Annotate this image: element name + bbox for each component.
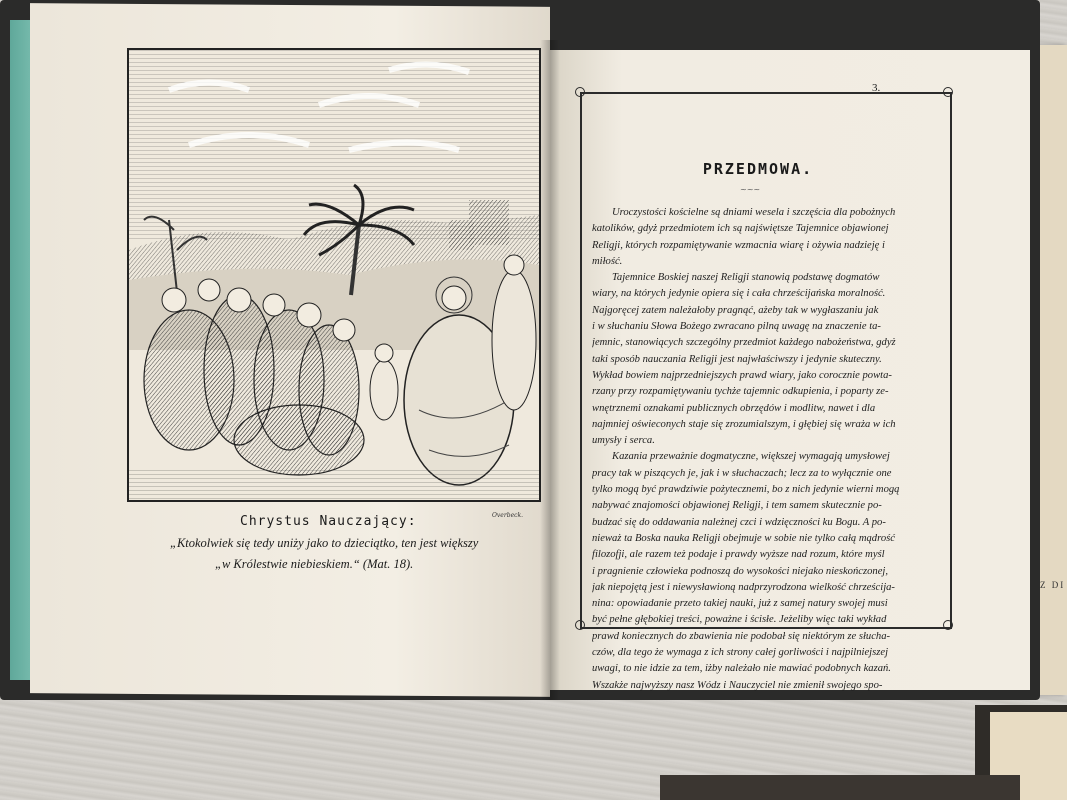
text-line: rzany przy rozpamiętywaniu tychże tajemnic odkupienia, i poparty ze- [592, 386, 889, 398]
text-line: i pragnienie człowieka podnoszą do wysokości niejako nieskończonej, [592, 565, 888, 577]
text-line: taki sposób nauczania Religji jest najwłaściwszy i jedynie skuteczny. [592, 353, 882, 365]
frame-corner-ornament [575, 620, 585, 630]
text-line: Kazania przeważnie dogmatyczne, większej wymagają umysłowej [612, 451, 890, 463]
text-line: jemnic, stanowiących szczególny przedmiot każdego nabożeństwa, gdyż [592, 337, 896, 349]
text-line: tylko mogą być prawdziwie pożytecznemi, bo z nich jedynie wierni mogą [592, 484, 900, 496]
text-line: i w słuchaniu Słowa Bożego zwracano pilną uwagę na znaczenie ta- [592, 321, 881, 333]
text-line: Wszakże najwyższy nasz Wódz i Nauczyciel nie zmienił swojego spo- [592, 679, 883, 691]
text-line: nieważ ta Boska nauka Religji obejmuje w sobie nie tylko całą mądrość [592, 532, 895, 544]
text-line: nabywać znajomości objawionej Religji, i tem samem skutecznie po- [592, 500, 882, 512]
book-gutter [540, 40, 560, 700]
page-heading: PRZEDMOWA. [702, 160, 814, 178]
text-line: pracy tak w piszących je, jak i w słuchaczach; lecz za to wyłącznie one [592, 467, 892, 479]
caption-line: „w Królestwie niebieskiem.“ (Mat. 18). [215, 557, 414, 571]
engraving-illustration [127, 48, 541, 502]
frame-corner-ornament [943, 620, 953, 630]
caption-line: „Ktokolwiek się tedy uniży jako to dzieciątko, ten jest większy [170, 536, 479, 550]
text-line: wiary, na których jedynie opiera się i cała chrześcijańska moralność. [592, 288, 886, 300]
text-line: umysły i serca. [592, 435, 655, 447]
text-line: jak niepojętą jest i niewysławioną nadprzyrodzona wielkość chrześcija- [592, 581, 895, 593]
preface-text [592, 205, 938, 694]
text-line: budzać się do oddawania należnej czci i wdzięczności ku Bogu. A po- [592, 516, 886, 528]
second-book-spine-text: Z DI [1040, 580, 1066, 590]
text-line: Wykład bowiem najprzedniejszych prawd wiary, jako corocznie powta- [592, 369, 892, 381]
text-line: prawd koniecznych do zbawienia nie podobał się niektórym ze słucha- [592, 630, 891, 642]
text-line: czów, dla tego że wymaga z ich strony całej gorliwości i najpilniejszej [592, 647, 889, 659]
artist-signature: Overbeck. [492, 512, 524, 519]
text-line: filozofji, ale razem też podaje i prawdy wyższe nad rozum, które myśl [592, 549, 885, 561]
text-line: wnętrznemi oznakami publicznych obrzędów i modlitw, nawet i dla [592, 402, 876, 414]
text-line: Religji, których rozpamiętywanie wzmacnia wiarę i ożywia nadzieję i [592, 239, 885, 251]
page-number: 3. [872, 82, 881, 94]
frame-corner-ornament [575, 87, 585, 97]
bottom-book-cover [660, 775, 1020, 800]
text-line: nina: opowiadanie przeto takiej nauki, już z samej natury swojej musi [592, 598, 888, 610]
text-line: Najgoręcej zatem należałoby pragnąć, ażeby tak w wygłaszaniu jak [592, 304, 879, 316]
text-line: najmniej oświeconych staje się zrozumialszym, i głębiej się wraża w ich [592, 418, 896, 430]
text-line: Tajemnice Boskiej naszej Religji stanowią podstawę dogmatów [612, 272, 880, 284]
heading-ornament: ~~~ [740, 185, 761, 194]
text-line: Uroczystości kościelne są dniami wesela i szczęścia dla pobożnych [612, 207, 896, 218]
text-line: miłość. [592, 255, 623, 267]
frame-corner-ornament [943, 87, 953, 97]
text-line: katolików, gdyż przedmiotem ich są najświętsze Tajemnice objawionej [592, 223, 889, 235]
caption-title: Chrystus Nauczający: [240, 514, 417, 529]
text-line: uwagi, to nie idzie za tem, iżby należało nie mawiać podobnych kazań. [592, 663, 891, 675]
text-line: być pełne głębokiej treści, poważne i ścisłe. Jeżeliby więc taki wykład [592, 614, 887, 626]
